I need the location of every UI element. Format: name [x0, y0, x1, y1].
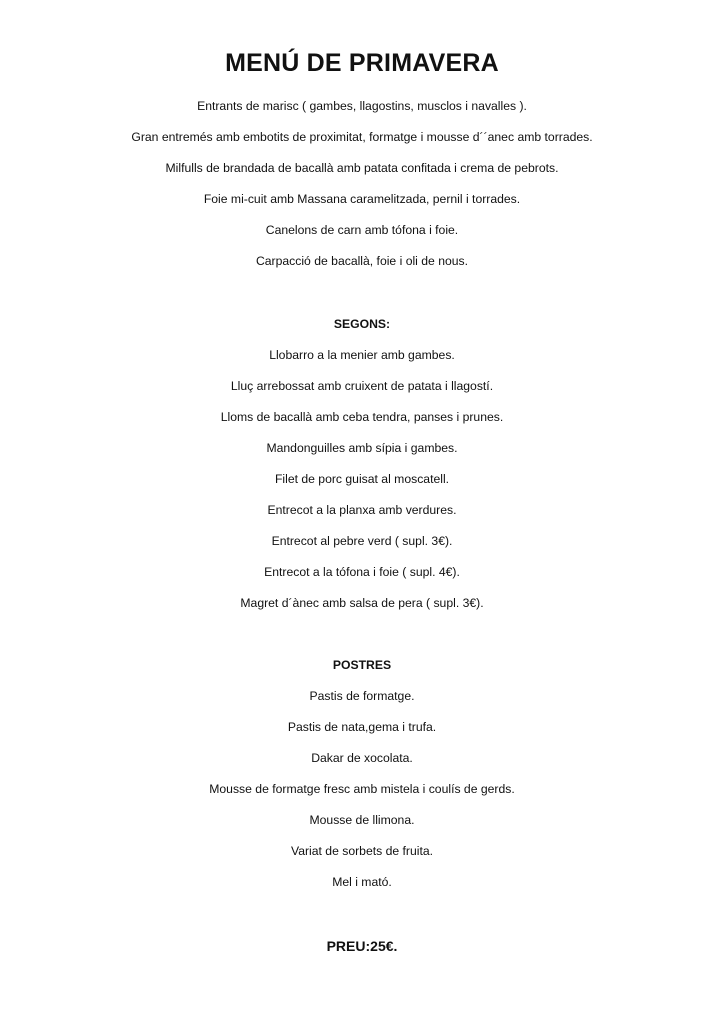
- second-course-item: Entrecot a la tófona i foie ( supl. 4€).: [264, 565, 460, 579]
- second-course-item: Lloms de bacallà amb ceba tendra, panses i prunes.: [220, 410, 504, 424]
- starter-item: Gran entremés amb embotits de proximitat, formatge i mousse d´´anec amb torrades.: [131, 130, 593, 144]
- starter-item: Canelons de carn amb tófona i foie.: [265, 223, 459, 237]
- seconds-heading: SEGONS:: [333, 317, 391, 331]
- starter-item: Entrants de marisc ( gambes, llagostins, musclos i navalles ).: [197, 99, 527, 113]
- dessert-item: Mousse de llimona.: [309, 813, 415, 827]
- dessert-item: Mel i mató.: [332, 875, 392, 889]
- starter-item: Milfulls de brandada de bacallà amb patata confitada i crema de pebrots.: [165, 161, 559, 175]
- dessert-item: Dakar de xocolata.: [311, 751, 413, 765]
- starter-item: Carpacció de bacallà, foie i oli de nous.: [255, 254, 469, 268]
- starter-item: Foie mi-cuit amb Massana caramelitzada, pernil i torrades.: [203, 192, 521, 206]
- menu-price: PREU:25€.: [326, 938, 398, 954]
- dessert-item: Mousse de formatge fresc amb mistela i coulís de gerds.: [209, 782, 515, 796]
- second-course-item: Entrecot al pebre verd ( supl. 3€).: [271, 534, 453, 548]
- second-course-item: Magret d´ànec amb salsa de pera ( supl. 3€).: [240, 596, 484, 610]
- second-course-item: Filet de porc guisat al moscatell.: [274, 472, 450, 486]
- menu-title: MENÚ DE PRIMAVERA: [225, 49, 499, 77]
- second-course-item: Mandonguilles amb sípia i gambes.: [266, 441, 458, 455]
- dessert-item: Variat de sorbets de fruita.: [290, 844, 434, 858]
- desserts-heading: POSTRES: [332, 658, 392, 672]
- second-course-item: Entrecot a la planxa amb verdures.: [267, 503, 457, 517]
- second-course-item: Lluç arrebossat amb cruixent de patata i llagostí.: [230, 379, 494, 393]
- second-course-item: Llobarro a la menier amb gambes.: [269, 348, 455, 362]
- dessert-item: Pastis de formatge.: [309, 689, 415, 703]
- dessert-item: Pastis de nata,gema i trufa.: [287, 720, 437, 734]
